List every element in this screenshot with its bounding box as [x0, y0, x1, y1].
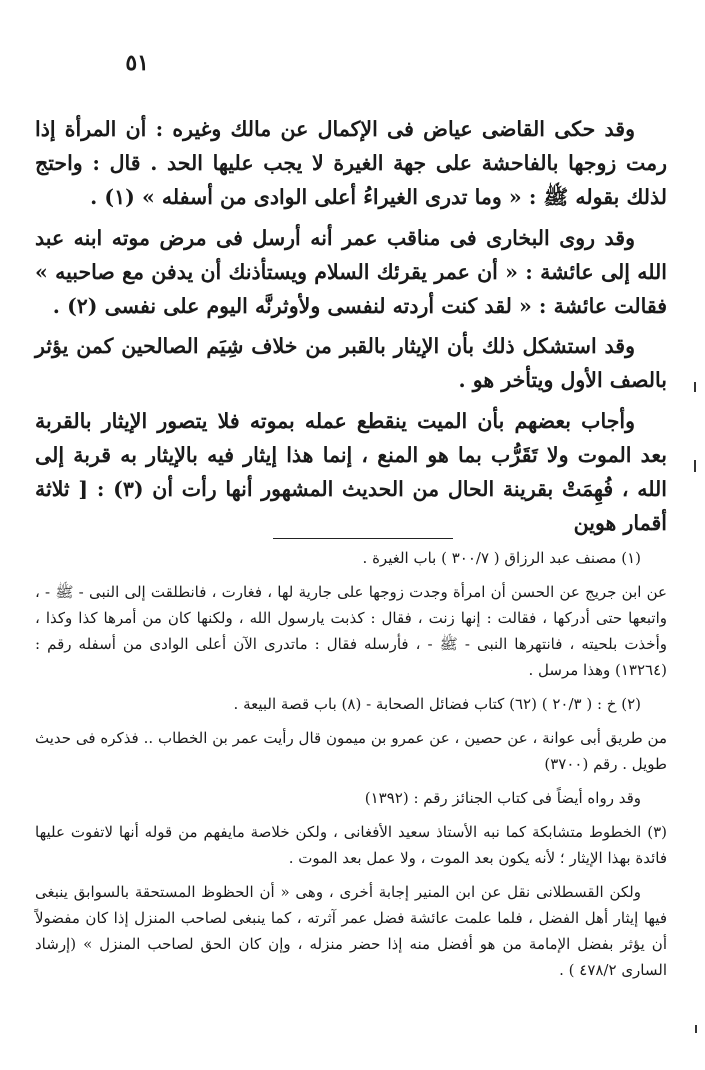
main-paragraph-2: وقد روى البخارى فى مناقب عمر أنه أرسل فى مرض موته ابنه عبد الله إلى عائشة : « أن عمر يقرئك السلام ويستأذنك أن يدفن مع صاحبيه » فقالت عائشة : « لقد كنت أردته لنفسى ولأوثرنَّه اليوم على نفسى (٢) .: [35, 225, 667, 319]
footnote-divider: [273, 538, 453, 539]
page-number: ٥١: [125, 50, 149, 76]
main-paragraph-4: وأجاب بعضهم بأن الميت ينقطع عمله بموته فلا يتصور الإيثار بالقربة بعد الموت ولا تَقَرُّب بما هو المنع ، إنما هذا إيثار فيه بالإيثار به قربة إلى الله ، فُهِمَتْ بقرينة الحال من الحديث المشهور أنها رأت أن (٣) : [ ثلاثة أقمار هوين: [35, 408, 667, 536]
footnotes-section: [35, 545, 667, 991]
footnote-2-extra: وقد رواه أيضاً فى كتاب الجنائز رقم : (١٣٩٢): [364, 789, 641, 807]
footnote-3: (٣) الخطوط متشابكة كما نبه الأستاذ سعيد الأفغانى ، ولكن خلاصة مايفهم من قوله أنها لاتفوت عليها فائدة بهذا الإيثار ؛ لأنه يكون بعد الموت ، ولا عمل بعد الموت .: [35, 823, 667, 867]
footnote-2: (٢) خ : ( ٢٠/٣ ) (٦٢) كتاب فضائل الصحابة - (٨) باب قصة البيعة .: [233, 695, 641, 713]
scan-edge-mark: [694, 460, 696, 472]
footnote-1: (١) مصنف عبد الرزاق ( ٣٠٠/٧ ) باب الغيرة .: [362, 549, 641, 567]
scan-edge-mark: [695, 1025, 697, 1033]
footnote-3-extra: ولكن القسطلانى نقل عن ابن المنير إجابة أخرى ، وهى « أن الحظوظ المستحقة بالسوابق ينبغى فيها إيثار أهل الفضل ، فلما علمت عائشة فضل عمر آثرته ، كما ينبغى لصاحب المنزل إذا كان مفضولاً أن يؤثر بفضل الإمامة من هو أفضل منه إذا حضر منزله ، وإن كان الحق لصاحب المنزل » (إرشاد السارى ٤٧٨/٢ ) .: [35, 883, 667, 979]
footnote-2-text: من طريق أبى عوانة ، عن حصين ، عن عمرو بن ميمون قال رأيت عمر بن الخطاب .. فذكره فى حديث طويل . رقم (٣٧٠٠): [35, 729, 667, 773]
main-paragraph-1: وقد حكى القاضى عياض فى الإكمال عن مالك وغيره : أن المرأة إذا رمت زوجها بالفاحشة على جهة الغيرة لا يجب عليها الحد . قال : واحتج لذلك بقوله ﷺ : « وما تدرى الغيراءُ أعلى الوادى من أسفله » (١) .: [35, 117, 667, 210]
footnote-1-text: عن ابن جريج عن الحسن أن امرأة وجدت زوجها على جارية لها ، فغارت ، فانطلقت إلى النبى - ﷺ - ، واتبعها حتى أدركها ، فقالت : إنها زنت ، فقال : كذبت يارسول الله ، ولكنها كان من أمرها كذا وكذا ، وأخذت بلحيته ، فانتهرها النبى - ﷺ - ، فأرسله فقال : ماتدرى الآن أعلى الوادى من أسفله رقم : (١٣٢٦٤) وهذا مرسل .: [35, 583, 667, 679]
main-text-body: [35, 112, 667, 546]
main-paragraph-3: وقد استشكل ذلك بأن الإيثار بالقبر من خلاف شِيَم الصالحين كمن يؤثر بالصف الأول ويتأخر هو .: [35, 334, 667, 393]
scan-edge-mark: [694, 382, 696, 392]
